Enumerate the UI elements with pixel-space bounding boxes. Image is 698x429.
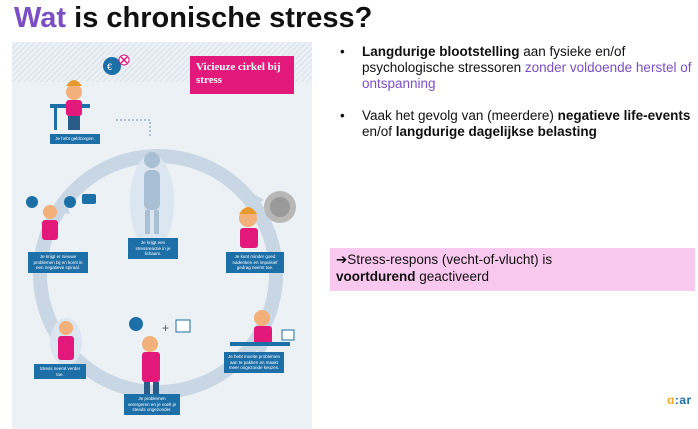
slide-title <box>14 2 372 35</box>
bullet-text: aan fysieke en/of psychologische stressoren <box>362 44 626 75</box>
bullet-dot: • <box>340 44 345 59</box>
svg-text:+: + <box>162 321 170 335</box>
callout-bold: voortdurend <box>336 269 416 284</box>
logo-mark: ɑ <box>667 393 675 407</box>
bullet-bold: langdurige dagelijkse belasting <box>395 124 597 139</box>
caption-problems-worsen: Je problemen verergeren en je voelt je steeds ongezonder. <box>124 394 180 415</box>
bullet-bold: Langdurige blootstelling <box>362 44 520 59</box>
bullet-text: en/of <box>362 124 396 139</box>
caption-negative-spiral: Je krijgt er nieuwe problemen bij en komt in een negatieve spiraal. <box>28 252 88 273</box>
caption-stress-increases: Stress neemt verder toe. <box>34 364 86 379</box>
vicious-circle-infographic <box>12 42 312 429</box>
title-accent: Wat <box>14 2 67 34</box>
caption-impulsive: Je kunt minder goed nadenken en impulsief gedrag neemt toe. <box>226 252 284 273</box>
callout-rest: geactiveerd <box>415 269 490 284</box>
logo-text: :ar <box>674 393 692 407</box>
brand-logo <box>667 393 692 407</box>
bullet-list <box>340 44 695 156</box>
callout-line1: ➔Stress-respons (vecht-of-vlucht) is <box>336 252 553 267</box>
bullet-text: Vaak het gevolg van (meerdere) <box>362 108 558 123</box>
stress-response-callout <box>330 248 695 291</box>
caption-stress-reaction: Je krijgt een stressreactie in je lichaam. <box>128 238 178 259</box>
caption-money-worries: Je hebt geldzorgen. <box>50 134 100 144</box>
bullet-item <box>340 44 695 92</box>
infographic-header: Vicieuze cirkel bij stress <box>190 56 294 94</box>
title-rest: is chronische stress? <box>66 2 373 34</box>
bullet-highlight: zonder voldoende herstel of ontspanning <box>362 60 692 91</box>
svg-text:€: € <box>107 62 113 72</box>
bullet-bold: negatieve life-events <box>557 108 691 123</box>
bullet-dot: • <box>340 108 345 123</box>
bullet-item <box>340 108 695 140</box>
caption-unhealthy-choices: Je hebt moeite problemen aan te pakken en maakt meer ongezonde keuzes. <box>224 352 284 373</box>
